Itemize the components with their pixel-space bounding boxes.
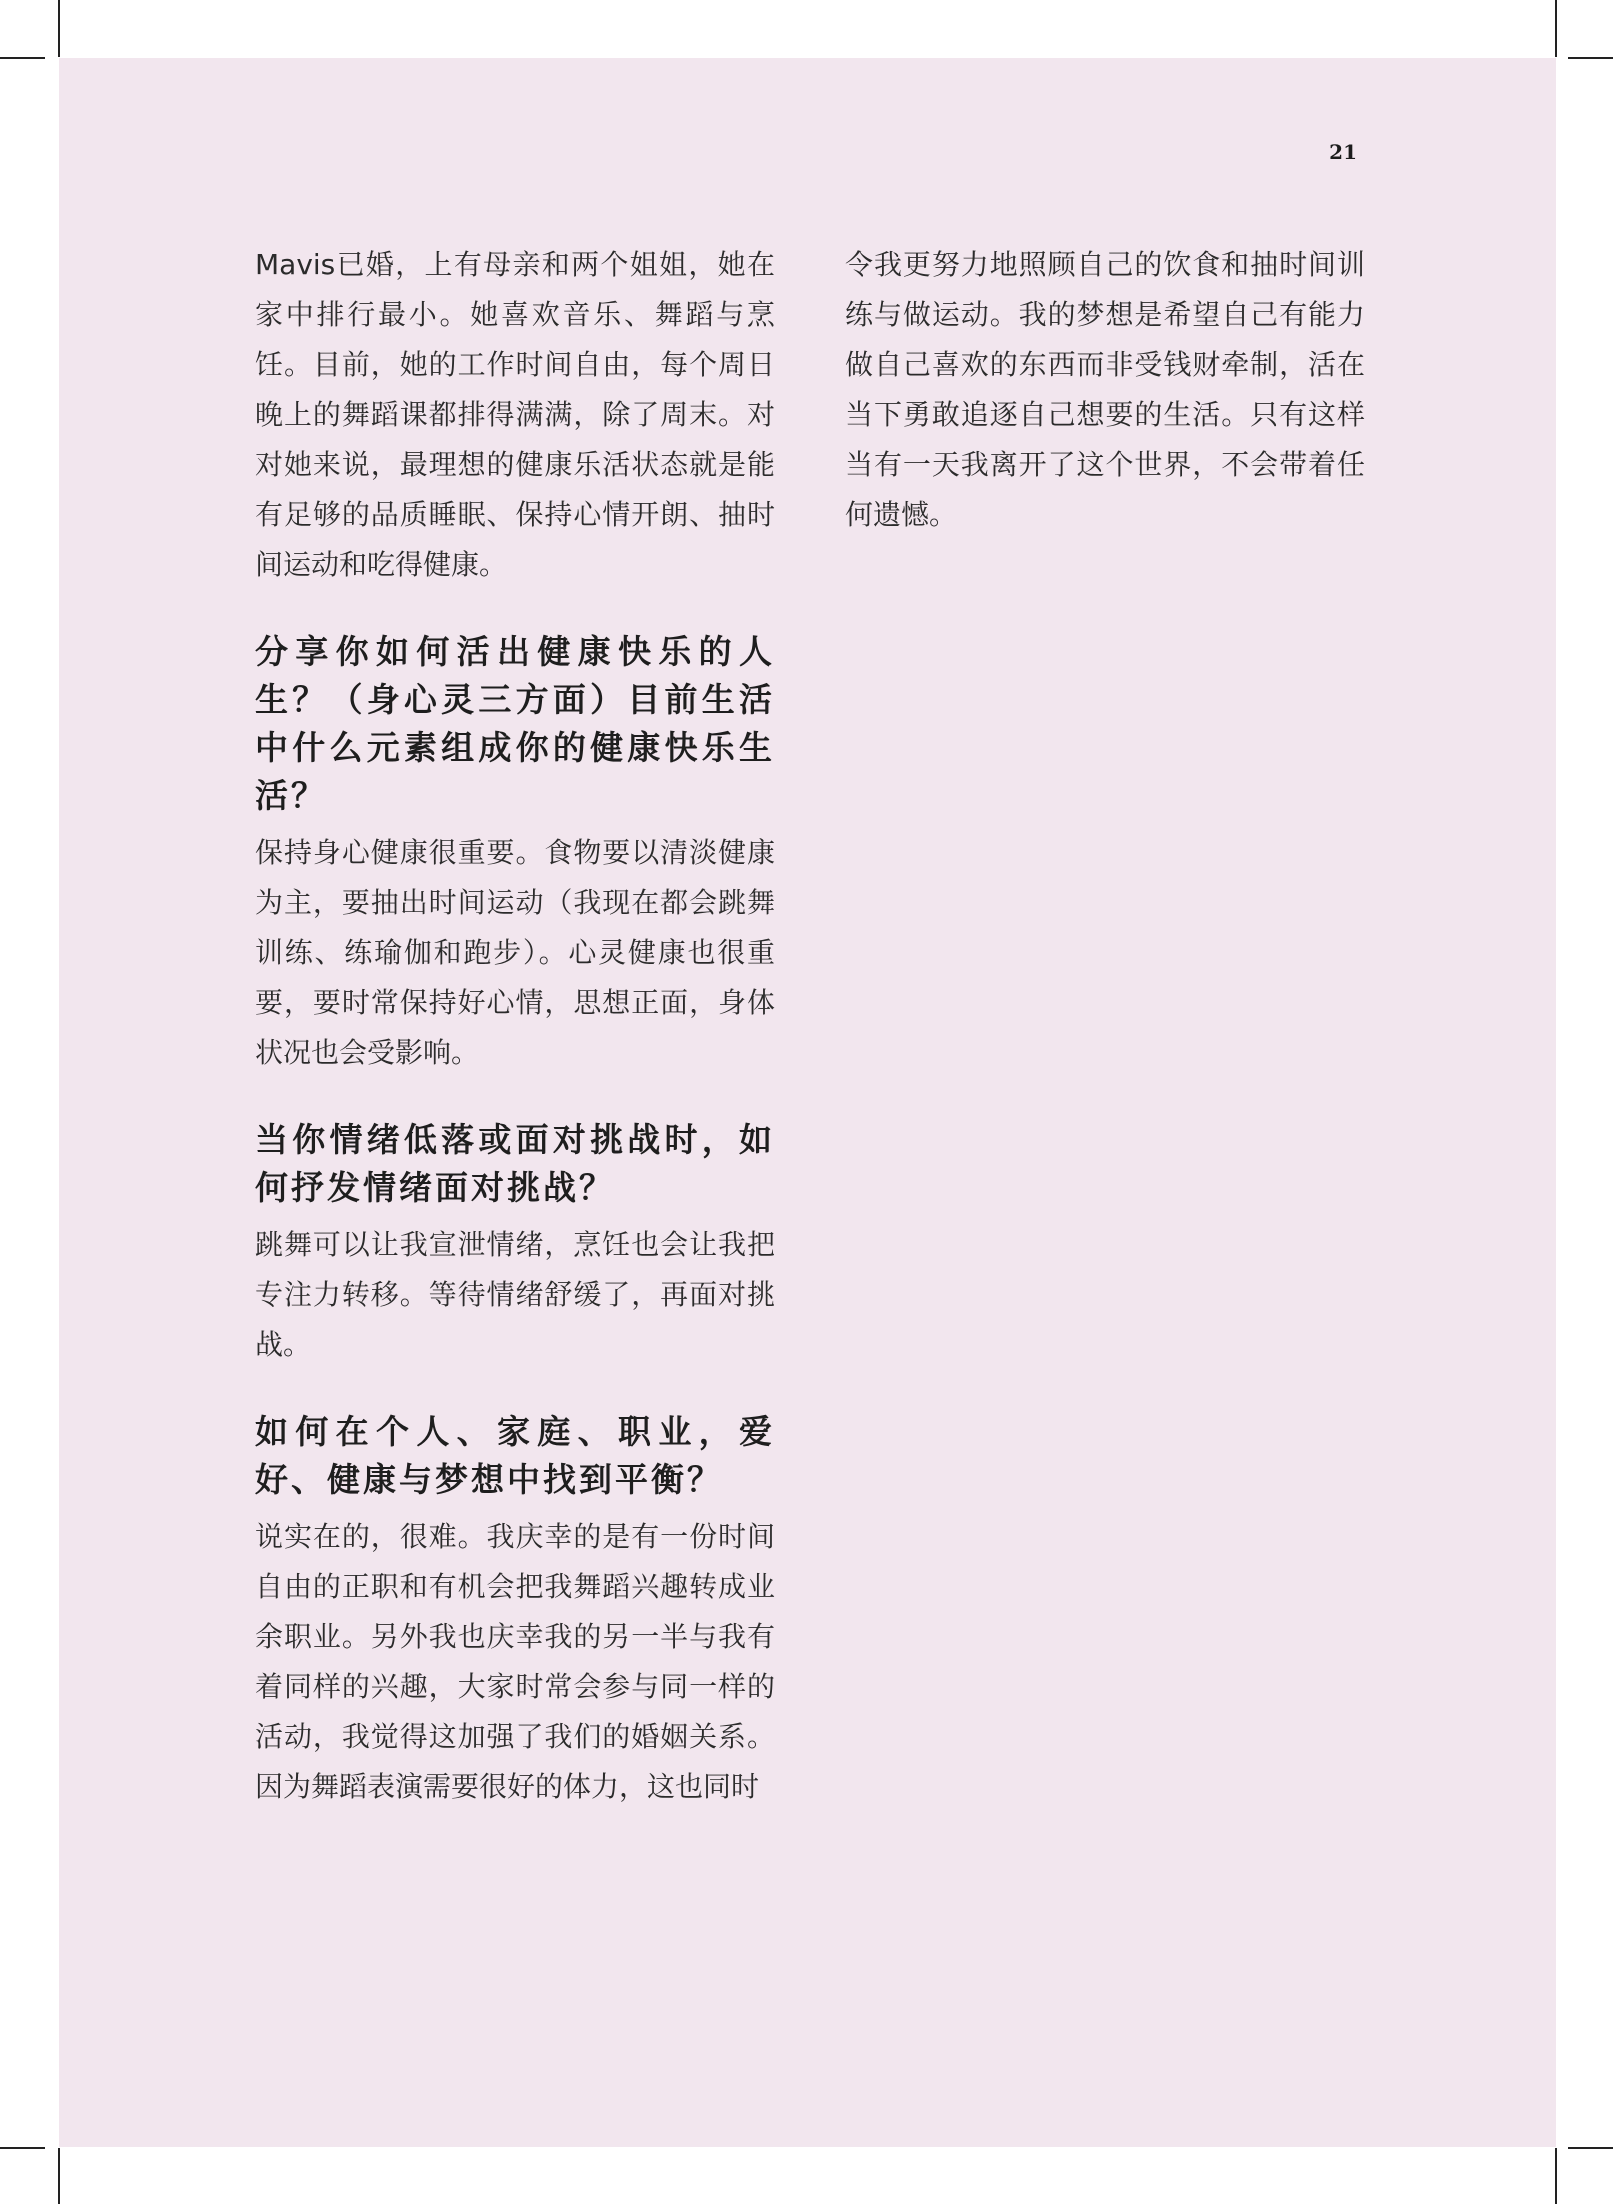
page-number: 21 [1329,140,1357,164]
section-heading: 分享你如何活出健康快乐的人生？（身心灵三方面）目前生活中什么元素组成你的健康快乐生活？ [255,632,775,815]
crop-mark [0,2147,45,2149]
crop-mark [58,0,60,57]
section-heading: 当你情绪低落或面对挑战时，如何抒发情绪面对挑战？ [255,1120,775,1207]
section-heading: 如何在个人、家庭、职业，爱好、健康与梦想中找到平衡？ [255,1412,775,1499]
crop-mark [1555,2148,1557,2204]
crop-mark [1568,2147,1613,2149]
continuation-paragraph: 令我更努力地照顾自己的饮食和抽时间训练与做运动。我的梦想是希望自己有能力做自己喜欢的东西而非受钱财牵制，活在当下勇敢追逐自己想要的生活。只有这样当有一天我离开了这个世界，不会带着任何遗憾。 [845,248,1365,531]
section-body: 保持身心健康很重要。食物要以清淡健康为主，要抽出时间运动（我现在都会跳舞训练、练瑜伽和跑步）。心灵健康也很重要，要时常保持好心情，思想正面，身体状况也会受影响。 [255,836,775,1069]
right-column [845,240,1365,540]
crop-mark [58,2148,60,2204]
left-column [255,240,775,1812]
crop-mark [1568,57,1613,59]
section-emotions [255,1116,775,1370]
section-balance [255,1408,775,1812]
section-body: 跳舞可以让我宣泄情绪，烹饪也会让我把专注力转移。等待情绪舒缓了，再面对挑战。 [255,1228,775,1361]
intro-paragraph: Mavis已婚，上有母亲和两个姐姐，她在家中排行最小。她喜欢音乐、舞蹈与烹饪。目前，她的工作时间自由，每个周日晚上的舞蹈课都排得满满，除了周末。对对她来说，最理想的健康乐活状态就是能有足够的品质睡眠、保持心情开朗、抽时间运动和吃得健康。 [255,248,775,581]
crop-mark [1555,0,1557,57]
intro-block [255,240,775,590]
crop-mark [0,57,45,59]
section-health [255,628,775,1078]
section-body: 说实在的，很难。我庆幸的是有一份时间自由的正职和有机会把我舞蹈兴趣转成业余职业。另外我也庆幸我的另一半与我有着同样的兴趣，大家时常会参与同一样的活动，我觉得这加强了我们的婚姻关系。因为舞蹈表演需要很好的体力，这也同时 [255,1520,775,1803]
